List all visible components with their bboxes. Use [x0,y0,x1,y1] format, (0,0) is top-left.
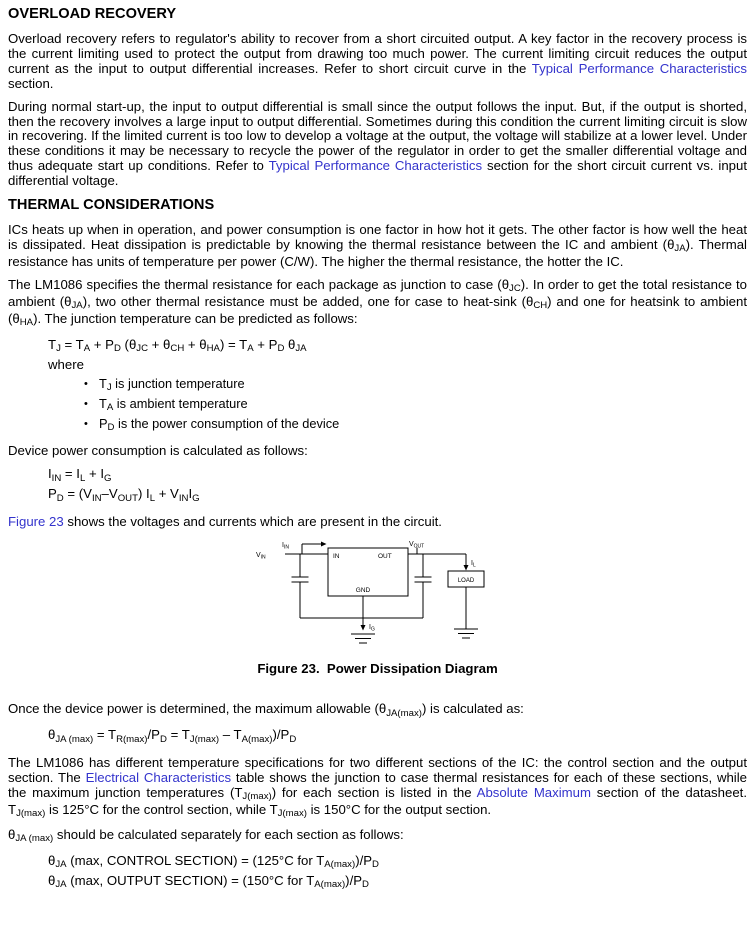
text-run: P [48,486,57,502]
text-run: + P [90,336,114,352]
inline-link[interactable]: Figure 23 [8,514,64,530]
text-run: section of the datasheet. T [8,785,747,817]
text-run: section. [8,75,54,91]
subscript-text: IN [91,492,102,504]
text-run: – T [219,727,242,743]
text-run: P [99,415,108,431]
equation-theta-ja-max [48,727,747,744]
text-run: T [99,395,107,411]
vin-label: $V_{IN}$ [256,552,266,561]
text-run: )/P [355,852,373,868]
text-run: T [99,375,107,391]
power-dissipation-diagram [245,538,510,650]
text-run: ). Thermal resistance has units of temperature per power (C/W). The higher the thermal resistance, the hotter the IC. [8,236,747,269]
bullet-dot: • [84,397,88,410]
inline-link[interactable]: Typical Performance Characteristics [268,158,483,174]
subscript-text: HA [19,316,34,328]
iin-label: $I_{IN}$ [282,542,289,551]
bullet-text [99,395,248,415]
equation-output-section [48,873,747,890]
subscript-text: CH [170,342,185,354]
text-run: = T [166,727,190,743]
subscript-text: D [56,492,64,504]
text-run: should be calculated separately for each section as follows: [53,826,404,842]
paragraph-once-power [8,702,747,719]
text-run: is the power consumption of the device [114,415,340,431]
subscript-text: D [107,421,115,433]
subscript-text: G [192,492,200,504]
figure-power-dissipation [8,538,747,655]
subscript-text: D [362,879,369,891]
text-run: = I [61,466,80,482]
text-run: + θ [148,336,171,352]
text-run: The LM1086 has different temperature specifications for two different sections of the IC: the control section and the output section. The [8,755,747,786]
inline-link[interactable]: Typical Performance Characteristics [531,60,747,76]
text-run: Once the device power is determined, the maximum allowable (θ [8,701,387,717]
text-run: + P [253,336,278,352]
text-run: ), two other thermal resistance must be added, one for case to heat-sink (θ [82,293,534,309]
text-run: ) is calculated as: [421,701,524,717]
subscript-text: IN [178,492,189,504]
subscript-text: R(max) [116,733,148,745]
pin-gnd-label: GND [355,587,371,595]
text-run: /P [147,727,160,743]
load-label: LOAD [457,578,475,585]
inline-link[interactable]: Absolute Maximum [476,785,591,801]
text-run: T [48,336,57,352]
subscript-text: A [247,342,254,354]
definition-list [8,375,747,435]
paragraph-overload-2 [8,100,747,189]
subscript-text: D [372,859,379,871]
bullet-text [99,375,245,395]
text-run: is 150°C for the output section. [306,801,492,817]
bullet-dot: • [84,417,88,430]
subscript-text: A(max) [241,733,273,745]
text-run: table shows the junction to case thermal resistances for each of these sections, while the maximum junction temperatures (T [8,770,748,801]
subscript-text: A(max) [324,859,356,871]
text-run: –V [101,486,118,502]
bullet-dot: • [84,377,88,390]
subscript-text: D [289,733,297,745]
subscript-text: JA (max) [15,833,54,845]
subscript-text: JA(max) [386,707,422,719]
paragraph-thermal-1 [8,223,747,270]
text-run: is junction temperature [111,375,245,391]
text-run: I [48,466,52,482]
text-run: (max, CONTROL SECTION) = (125°C for T [66,852,325,868]
il-arrowhead-icon [464,565,469,571]
text-run: + θ [184,336,207,352]
subscript-text: J(max) [189,733,220,745]
subscript-text: JA [71,300,83,312]
subscript-text: JA [295,342,307,354]
text-run: θ [48,872,56,888]
text-run: ICs heats up when in operation, and power consumption is one factor in how hot it gets. The other factor is how well the heat is dissipated. Heat dissipation is predictable by knowing the thermal resistance between the IC and ambient (θ [8,222,747,252]
where-label: where [48,356,84,372]
iin-arrowhead-icon [321,542,327,547]
ig-label: $I_G$ [369,624,375,633]
subscript-text: D [277,342,285,354]
paragraph-overload-1 [8,32,747,92]
text-run: (θ [120,336,137,352]
equation-junction-temperature [48,337,747,354]
text-run: = T [60,336,84,352]
equation-input-current [48,466,747,483]
text-run: is 125°C for the control section, while T [45,801,278,817]
subscript-text: J(max) [16,808,46,820]
text-run: θ [48,852,56,868]
text-run: + V [155,486,179,502]
equation-power-dissipation [48,486,747,503]
bullet-text [99,415,339,435]
vout-label: $V_{OUT}$ [409,541,425,550]
bullet-item-ta [84,395,747,415]
subscript-text: JA (max) [55,733,94,745]
text-run: section for the short circuit current vs. input differential voltage. [8,158,747,189]
text-run: The LM1086 specifies the thermal resistance for each package as junction to case (θ [8,276,510,292]
pin-in-label: IN [333,553,340,561]
text-run: During normal start-up, the input to output differential is small since the output follows the input. But, if the output is shorted, then the recovery involves a large input to output differential. Sometimes during this condition the current limiting circuit is slow in recovering. If the limited current is too low to develop a voltage at the output, the voltage will stabilize at a lower level. Under these conditions it may be necessary to recycle the power of the regulator in order to get the smaller differential voltage and thus adequate start up conditions. Refer to [8,98,747,174]
text-run: θ [8,826,16,842]
subscript-text: G [104,472,112,484]
bullet-item-pd [84,415,747,435]
text-run: Device power consumption is calculated as follows: [8,442,308,458]
subscript-text: J(max) [277,808,307,820]
subscript-text: JC [136,342,149,354]
text-run: I [188,486,193,502]
subscript-text: JA [674,243,686,255]
text-run: θ [48,727,56,743]
text-run: )/P [272,727,290,743]
subscript-text: JC [509,283,521,295]
subscript-text: A(max) [314,879,346,891]
paragraph-thermal-2 [8,278,747,329]
text-run: ) = T [219,336,248,352]
bullet-item-tj [84,375,747,395]
text-run: + I [85,466,105,482]
text-run: (max, OUTPUT SECTION) = (150°C for T [66,872,315,888]
subscript-text: D [159,733,167,745]
heading-overload-recovery: OVERLOAD RECOVERY [8,6,177,22]
subscript-text: CH [533,300,548,312]
text-run: ). In order to get the total resistance to ambient (θ [8,276,747,309]
text-run: )/P [345,872,363,888]
text-run: ) for each section is listed in the [271,785,477,801]
inline-link[interactable]: Electrical Characteristics [85,770,232,786]
pin-out-label: OUT [378,553,392,561]
text-run: Overload recovery refers to regulator's ability to recover from a short circuited output. A key factor in the recovery process is the current limiting used to protect the output from drawing too much power. The current limiting circuit reduces the output current as the input to output differential increases. Refer to short circuit curve in the [8,31,747,76]
text-run: = (V [63,486,92,502]
subscript-text: J [56,342,61,354]
text-run: θ [284,336,296,352]
text-run: = T [93,727,117,743]
subscript-text: JA [55,879,67,891]
paragraph-separately [8,828,747,845]
subscript-text: J [106,381,112,393]
subscript-text: IN [51,472,62,484]
il-label: $I_L$ [471,560,476,569]
subscript-text: HA [206,342,220,354]
paragraph-sections [8,756,747,820]
ig-arrowhead-icon [361,625,366,631]
heading-thermal-considerations: THERMAL CONSIDERATIONS [8,197,215,214]
figure-caption: Figure 23. Power Dissipation Diagram [257,661,498,677]
subscript-text: OUT [117,492,138,504]
subscript-text: A [83,342,91,354]
subscript-text: A [106,401,114,413]
text-run: is ambient temperature [113,395,248,411]
paragraph-figure-intro [8,515,747,530]
subscript-text: J(max) [242,791,272,803]
subscript-text: L [79,472,86,484]
subscript-text: D [113,342,121,354]
text-run: shows the voltages and currents which are present in the circuit. [63,514,442,530]
text-run: ) and one for heatsink to ambient (θ [8,293,747,326]
text-run: ). The junction temperature can be predicted as follows: [33,310,358,326]
paragraph-device-power [8,444,747,459]
text-run: ) I [137,486,150,502]
subscript-text: L [149,492,156,504]
equation-control-section [48,853,747,870]
subscript-text: JA [55,859,67,871]
